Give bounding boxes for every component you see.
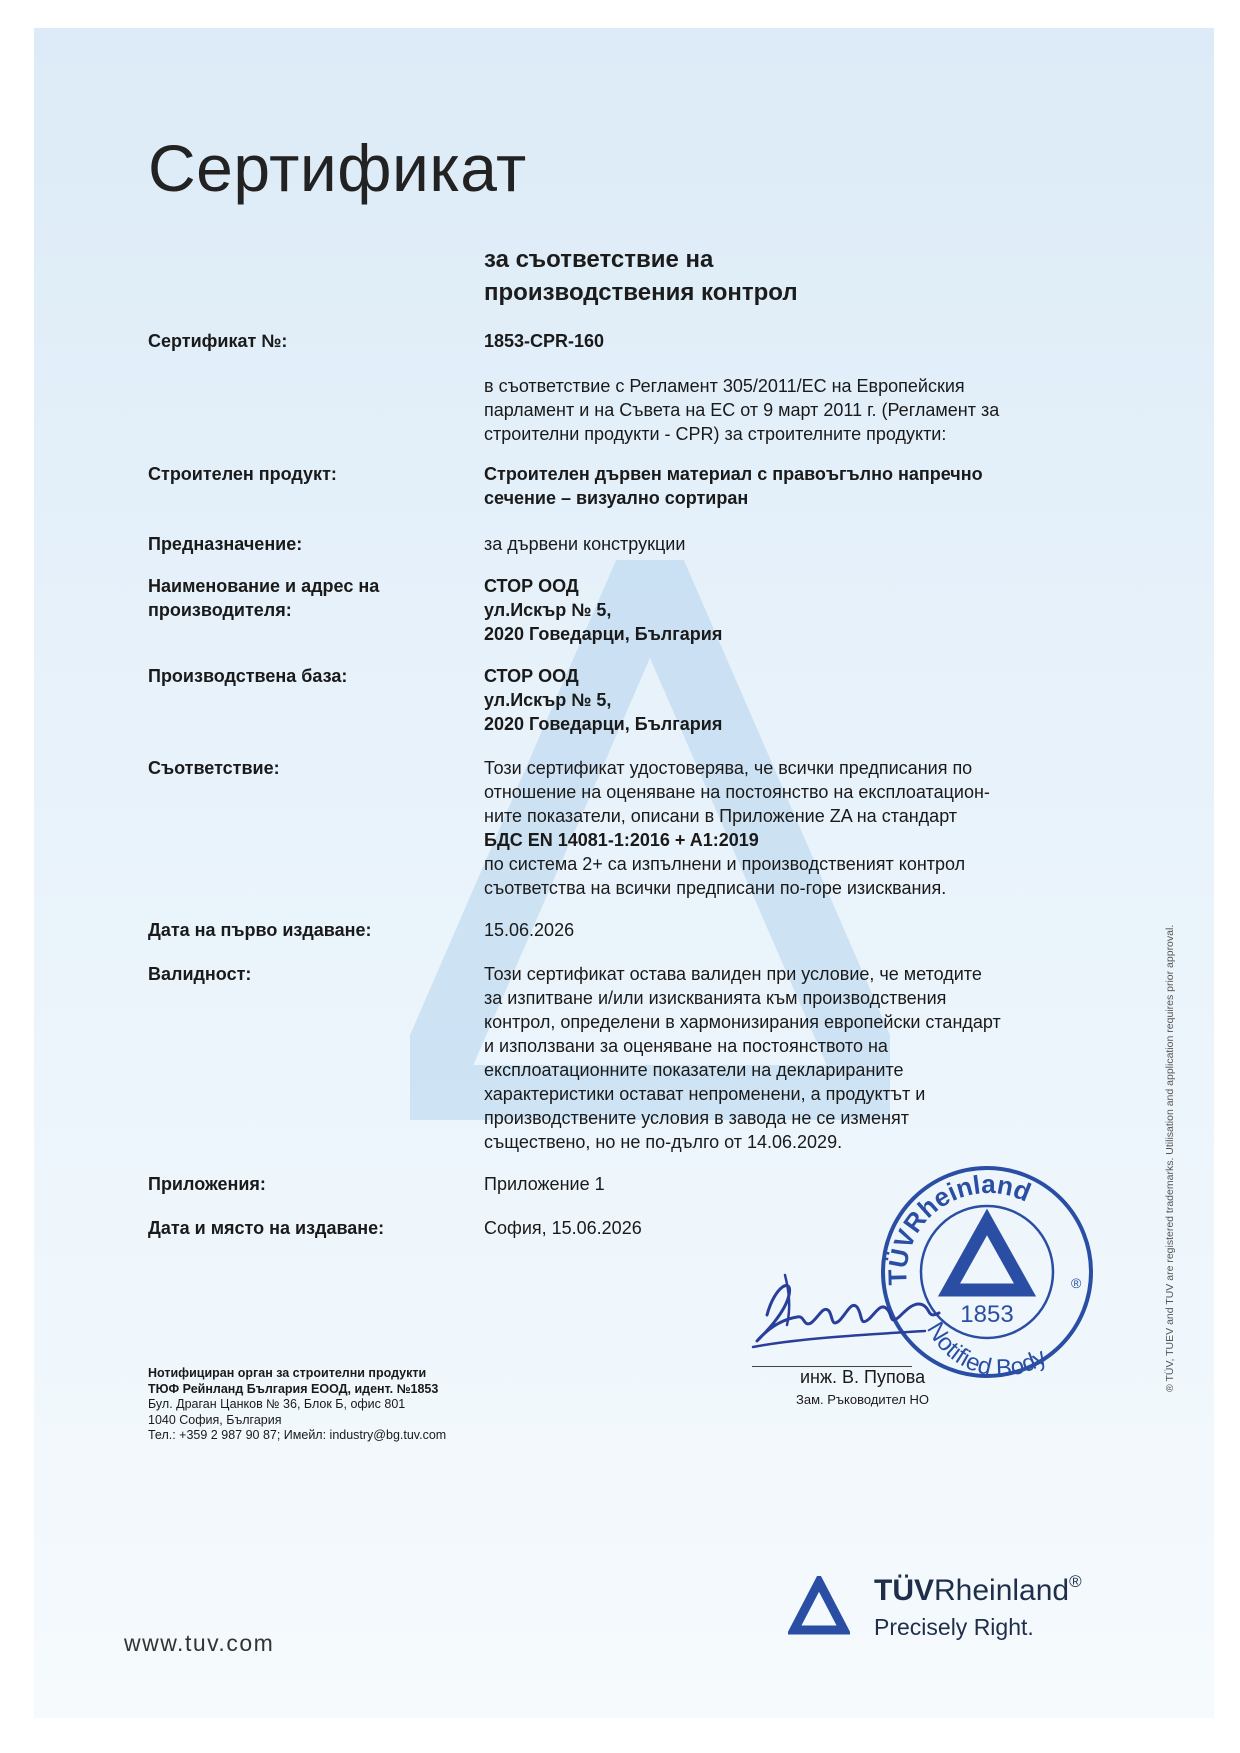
product-label: Строителен продукт: [148,464,337,484]
issue-place-date-label: Дата и място на издаване: [148,1218,385,1238]
regulation-text: в съответствие с Регламент 305/2011/ЕС на Европейския парламент и на Съвета на ЕС от 9 март 2011 г. (Регламент за строителни продукти - CPR) за строителните продукти: [484,376,1000,444]
production-site-address: СТОР ООД ул.Искър № 5, 2020 Говедарци, България [484,666,723,734]
purpose-value: за дървени конструкции [484,534,686,554]
annexes-label: Приложения: [148,1174,266,1194]
stamp-bottom-text: Notified Body [921,1317,1052,1383]
website-link[interactable]: www.tuv.com [124,1630,275,1656]
conformity-standard: БДС EN 14081-1:2016 + A1:2019 [484,830,759,850]
logo-wordmark: TÜVRheinland® [874,1572,1082,1607]
logo-tagline: Precisely Right. [874,1614,1034,1640]
stamp-top-text: TÜVRheinland [882,1169,1036,1286]
certificate-number-label: Сертификат №: [148,331,288,351]
stamp-registered-mark: ® [1071,1275,1082,1291]
tuv-triangle-logo-icon [788,1576,850,1636]
tuv-rheinland-logo [788,1570,1148,1650]
first-issue-value: 15.06.2026 [484,920,575,940]
validity-label: Валидност: [148,964,252,984]
handwritten-signature [745,1255,970,1365]
validity-text: Този сертификат остава валиден при условие, че методите за изпитване и/или изискванията към производствения контрол, определени в хармонизирания европейски стандарт и използвани за оценяване на постоянството на експлоатационните показатели на декларираните характеристики остават непроменени, а продуктът и производствените условия в завода не се изменят съществено, но не по-дълго от 14.06.2029. [484,964,1001,1152]
first-issue-label: Дата на първо издаване: [148,920,372,940]
manufacturer-label: Наименование и адрес на производителя: [148,576,380,620]
page-title: Сертификат [148,131,527,205]
certificate-number-value: 1853-CPR-160 [484,331,605,351]
annexes-value: Приложение 1 [484,1174,605,1194]
manufacturer-address: СТОР ООД ул.Искър № 5, 2020 Говедарци, България [484,576,723,644]
conformity-text: Този сертификат удостоверява, че всички предписания по отношение на оценяване на постоянство на експлоатацион- ните показатели, описани в Приложение ZA на стандарт БДС EN 14081-1:2016 + A1:2019 по система 2+ са изпълнени и производственият контрол съответства на всички предписани по-горе изисквания. [484,756,1082,900]
production-site-label: Производствена база: [148,666,348,686]
page-subtitle: за съответствие на производствения контрол [484,246,798,306]
signer-role: Зам. Ръководител НО [796,1392,929,1407]
product-value: Строителен дървен материал с правоъгълно напречно сечение – визуално сортиран [484,464,983,508]
issue-place-date-value: София, 15.06.2026 [484,1218,642,1238]
notified-body-address: Нотифициран орган за строителни продукти ТЮФ Рейнланд България ЕООД, идент. №1853 Бул. Драган Цанков № 36, Блок Б, офис 801 1040 София, България Тел.: +359 2 987 90 87; Имейл: industry@bg.tuv.com [148,1366,447,1442]
trademark-notice: ® TÜV, TUEV and TUV are registered trademarks. Utilisation and application requires prior approval. [1164,924,1176,1392]
conformity-label: Съответствие: [148,758,280,778]
stamp-number: 1853 [960,1301,1014,1328]
signer-name: инж. В. Пупова [800,1367,926,1387]
purpose-label: Предназначение: [148,534,303,554]
